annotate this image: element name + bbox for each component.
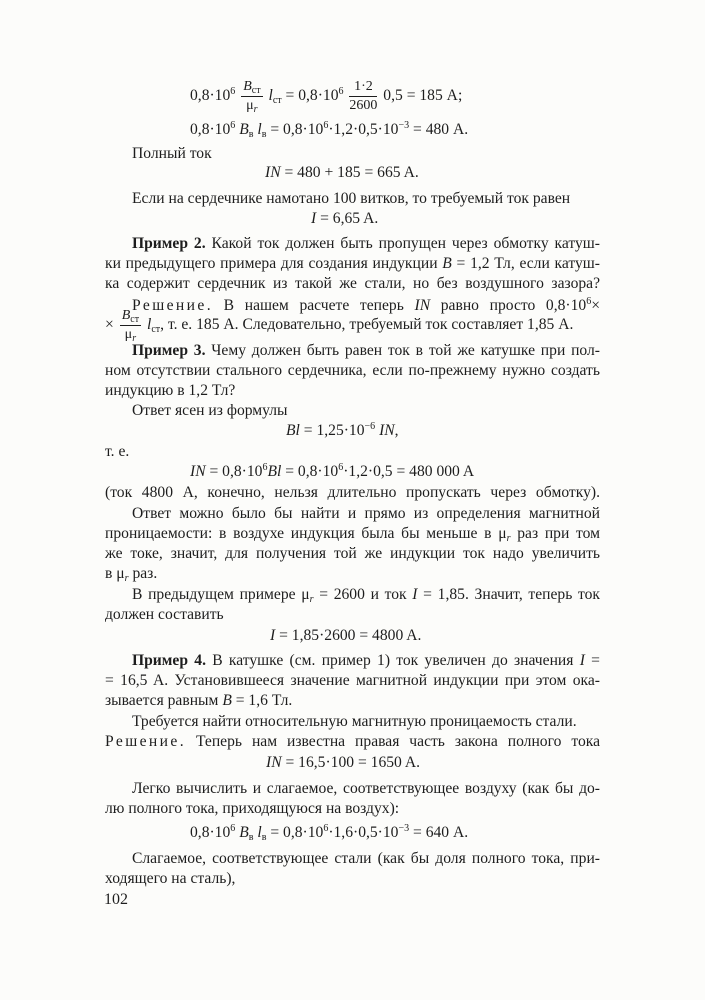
fraction-b-over-mu: $\frac{B_{ст}}{\mu_r}$ <box>243 79 261 115</box>
text-find-permeability: Требуется найти относительную магнитную проницаемость стали. <box>132 713 577 730</box>
formula-i-4800: I = 1,85·2600 = 4800 A. <box>270 627 422 644</box>
para-3-line-2: лю полного тока, приходящуюся на воздух): <box>105 800 400 817</box>
example-3-line-2: ном отсутствии стального сердечника, если по-прежнему нужно создать <box>105 362 600 379</box>
solution-4-label: Решение. <box>105 733 187 750</box>
formula-current-value: I = 6,65 A. <box>311 210 379 227</box>
solution-2-line-2: × $\frac{B_{ст}}{\mu_r}$ $l_{ст}$, т. е. 185 A. Следовательно, требуемый ток составляет 1,85 A. <box>105 308 574 344</box>
example-3-line-1: Пример 3. Чему должен быть равен ток в той же катушке при пол- <box>132 342 600 359</box>
formula-in-1650: IN = 16,5·100 = 1650 A. <box>266 754 421 771</box>
text-ie: т. е. <box>105 443 130 460</box>
text-turns: Если на сердечнике намотано 100 витков, то требуемый ток равен <box>132 190 571 207</box>
example-2-line-2: ки предыдущего примера для создания индукции B = 1,2 Тл, если катуш- <box>105 255 601 272</box>
fraction-numeric: $\frac{1\cdot 2}{2600}$ <box>349 79 378 113</box>
formula-bl: $Bl = 1,25\cdot 10^{-6}$ IN, <box>286 421 399 439</box>
solution-2-label: Решение. <box>132 297 214 314</box>
example-4-line-2: = 16,5 A. Установившееся значение магнитной индукции при этом ока- <box>105 672 600 689</box>
formula-steel-mmf: $0,8\cdot 10^6$ $\frac{B_{ст}}{\mu_r}$ $l_{ст} = 0,8\cdot 10^6$ $\frac{1\cdot 2}{2600}$ 0,5 = 185 A; <box>190 79 463 115</box>
para-2-line-2: должен составить <box>105 606 224 623</box>
formula-total-current: IN = 480 + 185 = 665 A. <box>265 164 419 181</box>
solution-2-line-1: Решение. В нашем расчете теперь IN равно просто $0,8\cdot 10^6\times$ <box>132 296 600 314</box>
example-2-line-3: ка содержит сердечник из такой же стали, но без воздушного зазора? <box>105 275 600 292</box>
para-2-line-1: В предыдущем примере $\mu_r = 2600$ и ток I = 1,85. Значит, теперь ток <box>132 586 600 605</box>
example-3-label: Пример 3. <box>132 342 206 359</box>
example-2-label: Пример 2. <box>132 235 206 252</box>
text-note-4800: (ток 4800 A, конечно, нельзя длительно пропускать через обмотку). <box>105 484 600 501</box>
example-4-label: Пример 4. <box>132 652 206 669</box>
example-2-line-1: Пример 2. Какой ток должен быть пропущен через обмотку катуш- <box>132 235 600 252</box>
para-4-line-2: ходящего на сталь), <box>105 870 236 887</box>
text-answer-formula: Ответ ясен из формулы <box>132 402 288 419</box>
fraction-b-over-mu-2: $\frac{B_{ст}}{\mu_r}$ <box>121 308 140 344</box>
para-1-line-4: в $\mu_r$ раз. <box>105 565 158 584</box>
example-4-line-3: зывается равным B = 1,6 Тл. <box>105 692 293 709</box>
para-1-line-1: Ответ можно было бы найти и прямо из определения магнитной <box>132 505 600 522</box>
page-number: 102 <box>104 891 128 908</box>
para-3-line-1: Легко вычислить и слагаемое, соответствующее воздуху (как бы до- <box>132 780 600 797</box>
formula-air-mmf-640: $0,8\cdot 10^6$ $B_в$ $l_в = 0,8\cdot 10^6\cdot 1,6\cdot 0,5\cdot 10^{-3} = 640$ A. <box>190 823 469 843</box>
text-total-current: Полный ток <box>132 145 212 162</box>
solution-4-line: Решение. Теперь нам известна правая часть закона полного тока <box>105 733 600 750</box>
formula-in-result: IN = $0,8\cdot 10^6Bl = 0,8\cdot 10^6\cdot 1,2\cdot 0,5 = 480$ 000 A <box>190 462 475 480</box>
example-4-line-1: Пример 4. В катушке (см. пример 1) ток увеличен до значения I = <box>132 652 600 669</box>
para-1-line-3: же токе, значит, для получения той же индукции ток надо увеличить <box>105 545 600 562</box>
para-1-line-2: проницаемости: в воздухе индукция была бы меньше в $\mu_r$ раз при том <box>105 525 601 544</box>
example-3-line-3: индукцию в 1,2 Тл? <box>105 382 236 399</box>
formula-air-gap-mmf: $0,8\cdot 10^6$ $B_в$ $l_в = 0,8\cdot 10^6\cdot 1,2\cdot 0,5\cdot 10^{-3} = 480$ A. <box>190 120 469 140</box>
para-4-line-1: Слагаемое, соответствующее стали (как бы доля полного тока, при- <box>132 850 600 867</box>
